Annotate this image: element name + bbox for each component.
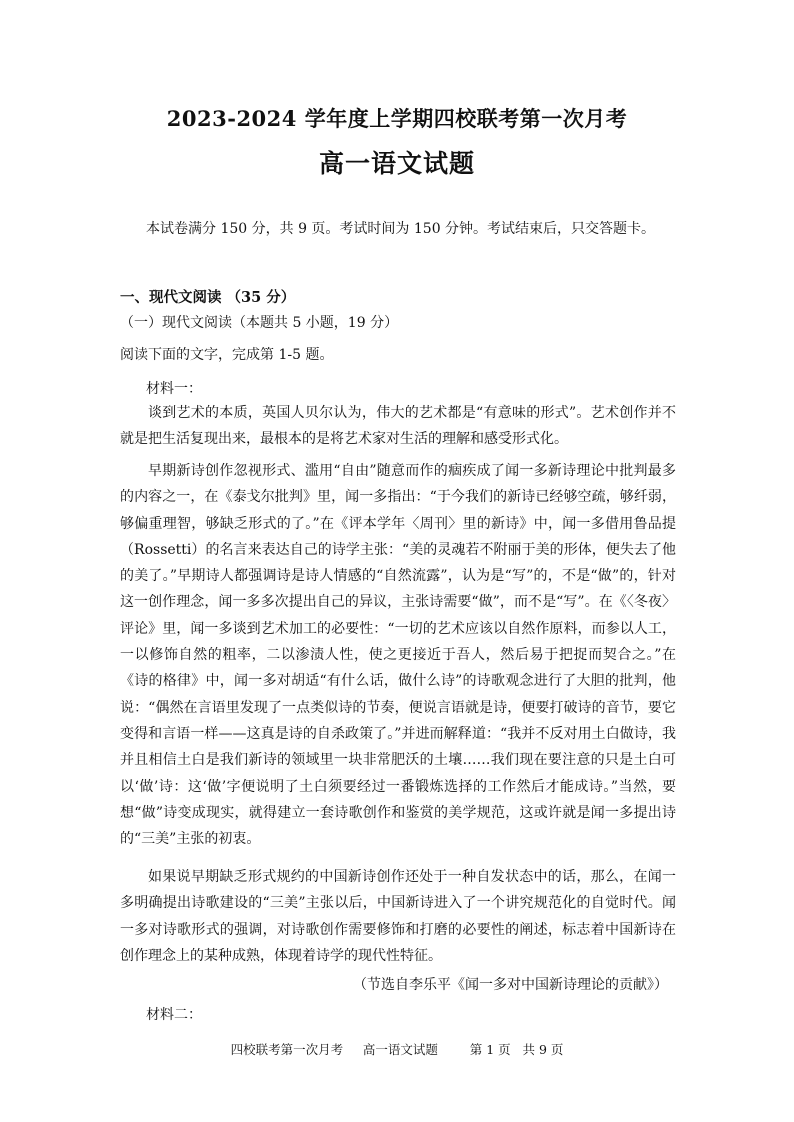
material-one-paragraph-2: 早期新诗创作忽视形式、滥用“自由”随意而作的痼疾成了闻一多新诗理论中批判最多的内容之一，在《泰戈尔批判》里，闻一多指出：“于今我们的新诗已经够空疏，够纤弱，够偏重理智，够缺乏形式的了。”在《评本学年〈周刊〉里的新诗》中，闻一多借用鲁品提（Rossetti）的名言来表达自己的诗学主张：“美的灵魂若不附丽于美的形体，便失去了他的美了。”早期诗人都强调诗是诗人情感的“自然流露”，认为是“写”的，不是“做”的，针对这一创作理念，闻一多多次提出自己的异议，主张诗需要“做”，而不是“写”。在《〈冬夜〉评论》里，闻一多谈到艺术加工的必要性：“一切的艺术应该以自然作原料，而参以人工，一以修饰自然的粗率，二以渗渍人性，使之更接近于吾人，然后易于把捉而契合之。”在《诗的格律》中，闻一多对胡适“有什么话，做什么诗”的诗歌观念进行了大胆的批判，他说：“偶然在言语里发现了一点类似诗的节奏，便说言语就是诗，便要打破诗的音节，要它变得和言语一样——这真是诗的自杀政策了。”并进而解释道：“我并不反对用土白做诗，我并且相信土白是我们新诗的领域里一块非常肥沃的土壤……我们现在要注意的只是土白可以‘做’诗：这‘做’字便说明了土白须要经过一番锻炼选择的工作然后才能成诗。”当然，要想“做”诗变成现实，就得建立一套诗歌创作和鉴赏的美学规范，这或许就是闻一多提出诗的“三美”主张的初衷。 <box>120 463 676 848</box>
material-two-label: 材料二： <box>146 1007 202 1023</box>
section-subheading: （一）现代文阅读（本题共 5 小题，19 分） <box>120 315 399 331</box>
reading-instruction: 阅读下面的文字，完成第 1-5 题。 <box>120 347 334 363</box>
exam-title: 2023-2024 学年度上学期四校联考第一次月考 <box>166 106 628 131</box>
exam-subtitle: 高一语文试题 <box>318 149 475 178</box>
page-footer: 四校联考第一次月考 高一语文试题 第 1 页 共 9 页 <box>230 1042 564 1057</box>
material-one-source: （节选自李乐平《闻一多对中国新诗理论的贡献》） <box>353 977 668 993</box>
material-one-paragraph-3: 如果说早期缺乏形式规约的中国新诗创作还处于一种自发状态中的话，那么，在闻一多明确提出诗歌建设的“三美”主张以后，中国新诗进入了一个讲究规范化的自觉时代。闻一多对诗歌形式的强调，对诗歌创作需要修饰和打磨的必要性的阐述，标志着中国新诗在创作理念上的某种成熟，体现着诗学的现代性特征。 <box>120 869 676 964</box>
exam-notice: 本试卷满分 150 分，共 9 页。考试时间为 150 分钟。考试结束后，只交答题卡。 <box>146 221 656 237</box>
material-one-paragraph-1: 谈到艺术的本质，英国人贝尔认为，伟大的艺术都是“有意味的形式”。艺术创作并不就是把生活复现出来，最根本的是将艺术家对生活的理解和感受形式化。 <box>120 405 676 448</box>
section-heading: 一、现代文阅读 （35 分） <box>120 289 296 306</box>
material-one-label: 材料一： <box>146 381 202 397</box>
